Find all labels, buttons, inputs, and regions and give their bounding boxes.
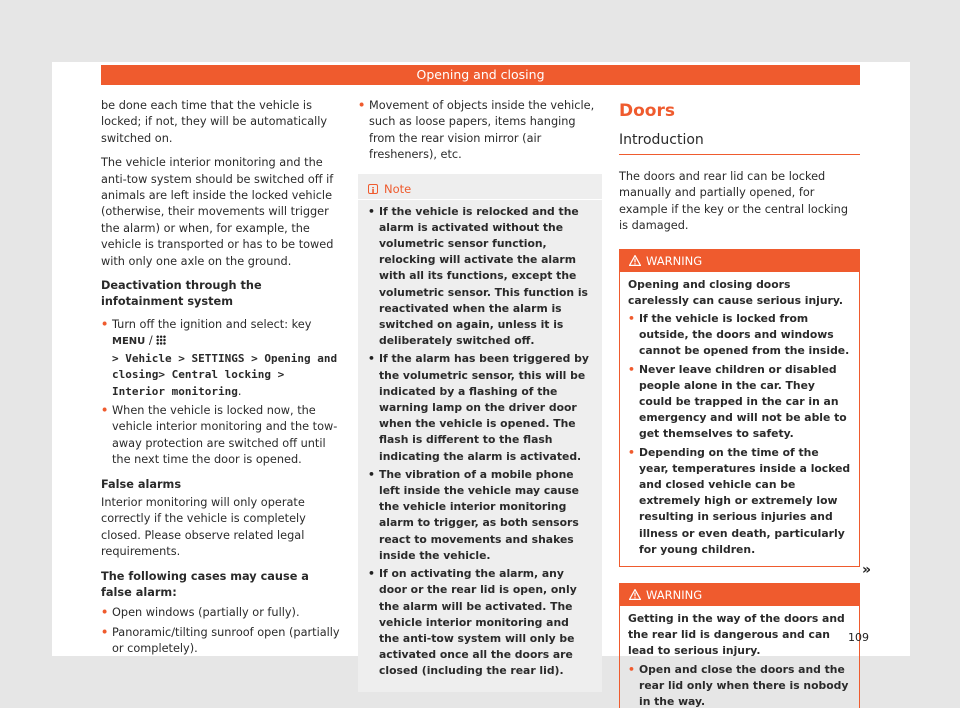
menu-path: > Vehicle > SETTINGS > Opening and closing> Central locking > Interior monitoring <box>112 351 338 398</box>
subheading-deactivation: Deactivation through the infotainment system <box>101 279 262 309</box>
period: . <box>237 384 242 398</box>
menu-key-label: MENU <box>112 336 146 348</box>
list-item: • Open windows (partially or fully). <box>101 605 341 621</box>
warning-header <box>620 584 859 606</box>
subheading-false-alarms: False alarms <box>101 477 182 491</box>
warning-item: • Never leave children or disabled people alone in the car. They could be trapped in the car in an emergency and will not be able to get themselves to safety. <box>628 362 851 443</box>
page-header: Opening and closing <box>101 65 860 85</box>
page-number: 109 <box>848 631 869 644</box>
info-icon <box>368 184 378 194</box>
section-title: Doors <box>619 101 675 121</box>
note-box <box>358 174 602 692</box>
list-item: • Movement of objects inside the vehicle, such as loose papers, items hanging from the rear vision mirror (air fresheners), etc. <box>358 98 602 164</box>
list-item: • Panoramic/tilting sunroof open (partially or completely). <box>101 625 341 658</box>
warning-intro: Opening and closing doors carelessly can cause serious injury. <box>628 277 844 307</box>
warning-item: • Open and close the doors and the rear lid only when there is nobody in the way. <box>628 662 851 708</box>
warning-body <box>620 606 859 708</box>
slash: / <box>148 334 153 348</box>
note-header <box>358 178 602 200</box>
paragraph: be done each time that the vehicle is locked; if not, they will be automatically switched on. <box>101 99 328 145</box>
subheading-cases: The following cases may cause a false alarm: <box>101 569 309 599</box>
column-right <box>619 98 860 708</box>
warning-triangle-icon <box>629 255 641 266</box>
paragraph: The doors and rear lid can be locked manually and partially opened, for example if the key or the central locking is damaged. <box>619 170 849 233</box>
note-label: Note <box>384 181 412 196</box>
warning-label: WARNING <box>646 253 703 268</box>
warning-item: • If the vehicle is locked from outside, the doors and windows cannot be opened from the inside. <box>628 311 851 360</box>
warning-box <box>619 583 860 708</box>
column-left <box>101 98 341 661</box>
warning-header <box>620 250 859 272</box>
subsection-title: Introduction <box>619 130 860 155</box>
paragraph: The vehicle interior monitoring and the anti-tow system should be switched off if animals are left inside the locked vehicle (otherwise, their movements will trigger the alarm) or when, for example, the vehicle is transported or has to be towed with only one axle on the ground. <box>101 156 334 268</box>
grid-icon <box>156 335 166 345</box>
list-item <box>101 317 341 400</box>
list-item: • When the vehicle is locked now, the vehicle interior monitoring and the tow-away protection are switched off until the next time the door is opened. <box>101 403 341 469</box>
paragraph: Interior monitoring will only operate correctly if the vehicle is completely closed. Please observe related legal requirements. <box>101 495 306 559</box>
note-item: • If the alarm has been triggered by the volumetric sensor, this will be indicated by a flashing of the warning lamp on the driver door when the vehicle is opened. The flash is different to the flash indicating the alarm is activated. <box>368 351 592 464</box>
note-item: • If the vehicle is relocked and the alarm is activated without the volumetric sensor function, relocking will activate the alarm with all its functions, except the volumetric sensor. This function is reactivated when the alarm is switched on again, unless it is deliberately switched off. <box>368 204 592 350</box>
warning-triangle-icon <box>629 589 641 600</box>
continue-mark: » <box>862 562 872 578</box>
warning-box <box>619 249 860 567</box>
warning-body <box>620 272 859 566</box>
warning-item: • Depending on the time of the year, temperatures inside a locked and closed vehicle can be extremely high or extremely low resulting in serious injuries and illness or even death, particularly for young children. <box>628 445 851 558</box>
note-item: • The vibration of a mobile phone left inside the vehicle may cause the vehicle interior monitoring alarm to trigger, as both sensors react to movements and shakes inside the vehicle. <box>368 467 592 564</box>
column-middle <box>358 98 602 692</box>
bullet-text: Turn off the ignition and select: key <box>112 317 312 331</box>
note-item: • If on activating the alarm, any door or the rear lid is open, only the alarm will be activated. The vehicle interior monitoring and the anti-tow system will only be activated once all the doors are closed (including the rear lid). <box>368 566 592 679</box>
warning-intro: Getting in the way of the doors and the rear lid is dangerous and can lead to serious injury. <box>628 612 845 658</box>
warning-label: WARNING <box>646 588 703 603</box>
